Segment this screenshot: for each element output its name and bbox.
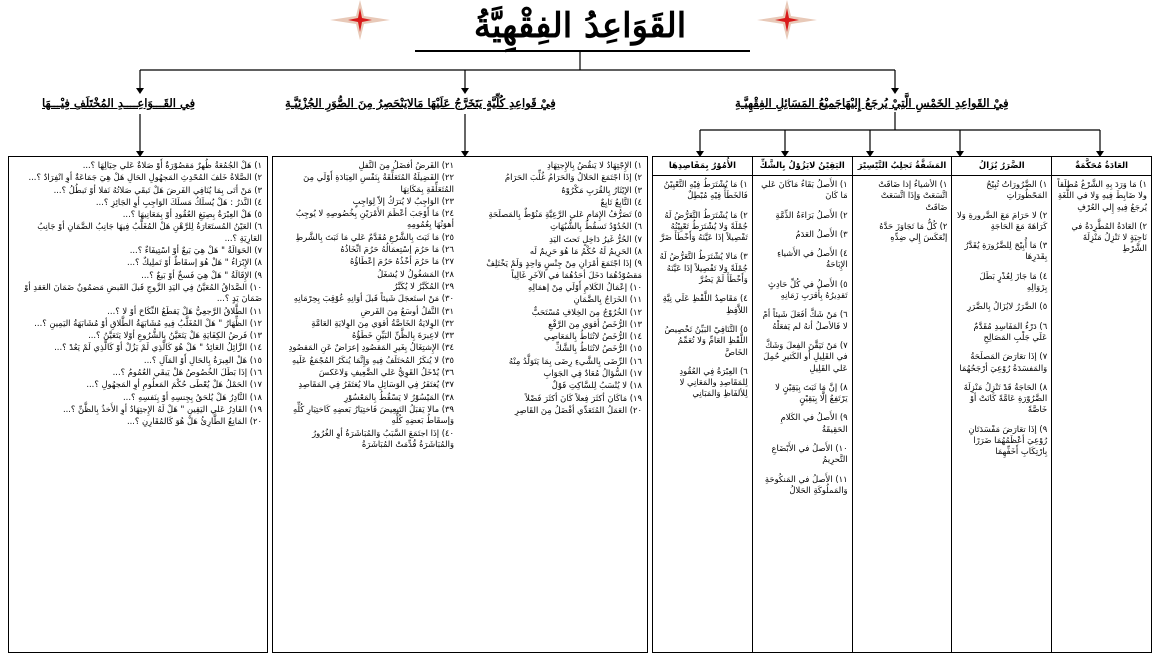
list-item: ٢) مَا يُشْتَرَطُ التَّعَرُّضُ لَهُ جُمْلَةً وَلا يُشْتَرَطُ تَعْيِيْنُهُ تَفْصِيلاً إذَا عَيَّنَهُ وَأَخْطَأَ ضَرَّ <box>660 209 748 243</box>
list-item: ١٣) فَرضُ الكِفَايَةِ هَلْ يَتَعَيَّنُ بِالشُّرُوعِ أوْلا يَتَعَيَّنُ ؟... <box>88 330 262 341</box>
list-item: ٢٠) المَانِعُ الطَّارِئُ هَلْ هُوَ كَالمُقَارِنِ ؟... <box>126 416 262 427</box>
disputed-rules-box <box>8 156 268 653</box>
section-head-disputed-rules: فِي القَـــوَاعِــــدِ المُخْتَلَفِ فِيْـــهَا <box>42 96 196 110</box>
list-item: ٨) إنَّ مَا ثَبَتَ بِيَقِيْنٍ لا يَرْتَفِعُ إلَّا بِيَقِيْنٍ <box>775 381 848 404</box>
list-item: ٢) الصَّلاةُ خَلفَ المُحْدِثِ المَجهُولِ الحَالِ هَلْ هِيَ جَمَاعَةٌ أوِ انْفِرَادٌ ؟... <box>28 172 262 183</box>
rule-items <box>952 176 1051 469</box>
list-item: ٣٨) المَيْسُوْرُ لا يَسْقُطُ بِالمَعْسُوْرِ <box>344 391 454 402</box>
list-item: ٧) مَنْ تَيَقَّنَ الفِعلَ وَشَكَّ في القَلِيلِ أَو الكَثيرِ حُمِلَ عَلي القَلِيلِ <box>763 339 848 373</box>
rule-heading: المَشَقَّةُ تَجلِبُ التَّيْسِيْرَ <box>853 157 952 176</box>
rule-column <box>1051 157 1151 652</box>
rule-heading: الأُمُوْرُ بِمَقَاصِدِهَا <box>653 157 752 176</box>
list-item: ١٠) الصَّدَاقُ المُعَيَّنُ فِي اليَدِ الزَّوجِ قَبلَ القَبضِ مَضمُونٌ ضَمَانَ العَقدِ أوْ ضَمَانَ يَدٍ ؟... <box>24 281 262 304</box>
list-item: ٣٣) لاعِبرَةَ بِالظَّنِّ البَيِّنِ خَطَؤُهُ <box>352 330 454 341</box>
list-item: ١٥) هَلْ العِبرَةُ بِالحَالِ أَوْ المَآلِ ؟... <box>143 354 262 365</box>
rule-heading: العَادَةُ مُحَكَّمَةٌ <box>1052 157 1151 176</box>
rule-column <box>951 157 1051 652</box>
list-item: ١) الإِجْتِهَادُ لا يَنقُضُ بِالإِجتِهَادِ <box>546 160 642 170</box>
general-rules-col-2 <box>273 157 459 454</box>
list-item: ١١) الخَرَاجُ بِالضَّمَانِ <box>573 294 642 305</box>
list-item: ٣٤) الإِشتِغَالُ بِغَيرِ المَقصُودِ إعرَاضٌ عَنِ المَقصُودِ <box>288 342 454 353</box>
list-item: ١١) الأَصلُ في المَنكُوحَةِ وَالمَملُوكَةِ الحَلالُ <box>764 473 848 495</box>
list-item: ٣٩) مالا يَقبَلُ التَبعِيضَ فَاختِيَارُ بَعضِهِ كَاختِيَارِ كُلِّهِ وَإسقَاطُ بَعضِهِ كُلِّهِ <box>292 403 454 426</box>
list-item: ٤٠) إذَا اجتَمَعَ السَّبَبُ وَالمُبَاشَرَةُ أوِ الغُرُورُ وَالمُبَاشَرَةُ قُدِّمَتْ المُبَاشَرَةُ <box>312 427 454 449</box>
list-item: ١٢) الخُرُوْجُ مِنَ الخِلافِ مُسْتَحَبٌّ <box>531 306 642 317</box>
rule-column <box>852 157 952 652</box>
list-item: ١) مَا يُشْتَرَطُ فِيْهِ التَّعْيِيْنُ فَالخَطَأُ فِيْهِ مُبْطِلٌ <box>663 179 748 201</box>
list-item: ١٦) إذَا بَطَلَ الخُصُوصُ هَلْ يَبقَي العُمُومُ ؟... <box>112 367 262 378</box>
list-item: ٢) الأَصلُ بَرَاءَةُ الذِّمَّةِ <box>775 209 848 220</box>
section-head-five-rules: فِيْ القَواعِدِ الخَمْسِ الَّتِيْ يُرجَعُ إِليْهَاجَميْعُ المَسَائِلِ الفِقْهِيَّـةِ <box>735 96 1009 110</box>
list-item: ٧) إذَا تعَارَضَ المَصلَحَةُ وَالمَفسَدَةُ رُوْعِيَ أرْجَحُهُمَا <box>959 351 1048 373</box>
rule-heading: اليَقِيْنُ لايَزُوْلُ بِالشَّكِّ <box>753 157 852 176</box>
list-item: ٨) الإِبْرَاءُ " هَلْ هُوَ إسقَاطٌ أوْ تَملِيكٌ ؟... <box>127 257 262 268</box>
list-item: ٧) الحُرُّ غَيرُ دَاخِلٍ تَحتَ اليَدِ <box>549 233 642 244</box>
rule-column <box>752 157 852 652</box>
list-item: ٢) كُلُّ مَا تَجَاوَزَ حَدَّهُ إنْعَكَسَ إِلي ضِدِّهِ <box>879 220 948 243</box>
section-head-general-rules: فِيْ قَواعِدِ كُلِّيَّةٍ يَتَخَرَّجُ عَلَيْهَا مَالايَنْحَصِرُ مِنَ الصُّوَرِ الجُزْئِيَّـةِ <box>285 96 556 110</box>
list-item: ١) الأشياءُ إذا ضَاقَتْ اتَّسَعَتْ وَإذَا اتَّسَعَتْ ضَاقَتْ <box>878 179 948 212</box>
rule-items <box>653 176 752 411</box>
list-item: ٦) العَيْنُ المُستَعَارَةُ لِلرَّهْنِ هَلْ المُغَلَّبُ فِيهَا جَانِبُ الضَّمَانِ أوْ جَانِبُ العَارِيَةِ ؟... <box>37 221 262 243</box>
list-item: ٢٤) مَا أَوْجَبَ أعْظَمَ الأَمْرَيْنِ بِخُصُوصِهِ لا يُوجِبُ أهوَنُهَا بِعُمُومِهِ <box>295 208 454 230</box>
list-item: ٣٥) لا يُنكَرُ المُختَلَفُ فِيهِ وَإِنَّمَا يُنكَرُ المُجْمَعُ عَلَيهِ <box>292 354 454 365</box>
list-item: ١٨) لا يُنْسَبُ لِلسَّاكِتِ قَوْلٌ <box>551 380 642 391</box>
list-item: ٢١) الفَرضُ أفضَلُ مِنَ النَّفلِ <box>358 160 454 170</box>
list-item: ١) الضَّرُورَاتُ تُبِيْحُ المَحْظُورَاتِ <box>986 179 1048 201</box>
list-item: ١) مَا وَرَدَ بِهِ الشَّرْعُ مُطلَقاً ولا ضَابِطَ فِيهِ وَلا في اللُّغَةِ يُرجَعُ فِيهِ إِلي العُرْفِ <box>1057 179 1147 212</box>
list-item: ١٤) الرُّخَصُ لاتُنَاطُ بِالمَعَاصِي <box>543 331 642 342</box>
list-item: ١٠) إعْمَالُ الكَلامِ أَوْلَي مِنْ إهمَالِهِ <box>527 281 642 292</box>
list-item: ٨) الحَاجَةُ قَدْ تَنْزِلُ مَنْزِلَةَ الضَّرُوْرَةِ عَامَّةً كَانَتْ أوْ خَاصَّةً <box>963 381 1048 415</box>
rule-heading: الضَّرَرُ يُزَالُ <box>952 157 1051 176</box>
list-item: ٩) الأَصلُ في الكَلامِ الحَقِيقَةُ <box>780 412 848 434</box>
list-item: ٤) التَّابِعُ تَابِعٌ <box>600 196 642 207</box>
list-item: ١٣) الرُّخَصُ أقوَي مِنَ الرَّفْعِ <box>548 318 642 329</box>
list-item: ٤) مَا جَازَ لِعُذْرٍ بَطَلَ بِزَوَالِهِ <box>979 270 1048 293</box>
list-item: ٢٠) العَمَلُ المُتَعَدِّي أفْضَلُ مِنَ القَاصِرِ <box>514 404 642 415</box>
general-rules-col-1 <box>461 157 647 420</box>
list-item: ٥) الأَصلُ في كُلِّ حَادِثٍ تَقدِيرُهُ بِأَقرَبِ زَمَانِهِ <box>767 278 848 301</box>
list-item: ٥) التَّنَافِيْ البَيِّنُ تَخْصِيصُ اللَّفْظِ العَامِّ وَلا تُعَمِّمُ الخَاصَّ <box>664 323 748 357</box>
rule-items <box>853 176 952 254</box>
rule-items <box>1052 176 1151 266</box>
list-item: ٧) الحَوَالَةُ " هَلْ هِيَ بَيعٌ أوْ اسْتِيفَاءٌ ؟... <box>129 245 262 256</box>
list-item: ١٨) النَّادِرُ هَلْ يُلحَقُ بِجِنسِهِ أوْ بِنَفسِهِ ؟... <box>123 391 262 402</box>
five-rules-table <box>652 156 1152 653</box>
list-item: ٩) الإِقَالَةُ " هَلْ هِيَ فَسخٌ أوْ بَيعٌ ؟... <box>141 269 262 280</box>
list-item: ٣) مَا أُبِيْحَ لِلضَّرُورَةِ يُقَدَّرُ بِقَدَرِهَا <box>964 240 1048 262</box>
list-item: ٥) تَصَرُّفُ الإِمَامِ عَلي الرَّعِيَّةِ مَنُوْطٌ بِالمَصلَحَةِ <box>488 209 642 220</box>
list-item: ٤) مَقَاصِدُ اللَّفْظِ عَلَي نِيَّةِ اللاَّفِظِ <box>662 293 748 315</box>
rule-column <box>653 157 752 652</box>
list-item: ٨) الحَرِيمُ لَهُ حُكْمُ مَا هُوَ حَرِيمٌ لَه <box>529 246 642 257</box>
list-item: ١٧) الحَمْلُ هَلْ يُعْطَى حُكْمَ المَعلُومِ أوِ المَجهُولِ ؟... <box>86 379 262 390</box>
list-item: ١٩) القَادِرُ عَلي اليَقِينِ " هَلْ لَهُ الإِجتِهَادُ أوِ الأَخذُ بِالظَّنِّ ؟... <box>62 403 262 414</box>
page-title: القَوَاعِدُ الفِقْهِيَّةُ <box>473 6 687 46</box>
list-item: ١٢) الظِّهَارُ " هَلْ المُغَلَّبُ فِيهِ مُشَابَهَةُ الطَّلاقِ أوْ مُشَابَهَةُ اليَمِينِ ؟... <box>34 317 262 328</box>
list-item: ٣٢) الوِلايَةُ الخَاصَّةُ أقوَي مِنَ الوِلايَةِ العَامَّةِ <box>311 317 454 328</box>
list-item: ٣) الإيْثَارُ بِالقُرَبِ مَكْرُوْهٌ <box>561 184 642 195</box>
list-item: ٥) هَلْ العِبْرَةُ بِصِيَغِ العُقُودِ أوْ بِمَعَانِيهَا ؟... <box>122 209 262 220</box>
list-item: ٦) مَنْ شَكَّ أفَعَلَ شَيئاً أمْ لا فَالأصلُ أنهُ لم يَفعَلْهُ <box>762 309 848 331</box>
list-item: ١) هَلْ الجُمُعَةُ ظُهرٌ مَقصُوْرَةٌ أَوْ صَلاةٌ عَلي حِيَالِهَا ؟... <box>82 160 262 170</box>
list-item: ٢٧) مَا حَرُمَ أخْذُهُ حَرُمَ إعْطَاؤُهُ <box>349 256 454 267</box>
list-item: ٣٧) يُغتَفَرُ فِي الوَسَائِلِ مالا يُغتَفَرُ فِي المَقَاصِدِ <box>298 379 454 390</box>
list-item: ٢) لا حَرَامَ مَعَ الضَّرورةِ وَلا كَرَاهَةَ مَعَ الحَاجَةِ <box>957 209 1048 231</box>
list-item: ٥) الضَّرَرُ لايُزَالُ بِالضَّرَرِ <box>967 301 1048 312</box>
list-item: ٣) مَالا يُشْتَرَطُ التَّعَرُّضُ لَهُ جُمْلَةً وَلا تَفْصِيلاً إذَا عَيَّنَهُ وَأَخْطَأَ لَمْ يَضُرَّ <box>659 251 748 285</box>
list-item: ٤) النَّذرُ : هَلْ يُسلَكُ مَسلَكَ الوَاجِبِ أوِ الجَائِزِ ؟... <box>95 196 262 207</box>
rule-items <box>753 176 852 507</box>
list-item: ١٤) الزَّائِلُ العَائِدُ " هَلْ هُوَ كَالَّذِي لَمْ يَزُلْ أوْ كَالَّذِي لَمْ يَعُدْ ؟... <box>54 342 262 353</box>
list-item: ٣) الأَصلُ العَدَمُ <box>795 228 848 239</box>
list-item: ٤) الأَصلُ في الأَشياءِ الإِبَاحَةُ <box>777 248 848 270</box>
list-item: ٦) الحُدُوْدُ تَسقُطُ بِالشُّبُهَاتِ <box>550 221 642 232</box>
list-item: ١٠) الأَصلُ في الأَبْضَاعِ التَّحرِيمُ <box>771 443 848 465</box>
disputed-rules-list <box>9 157 267 432</box>
list-item: ٢٢) الفَضِيلَةُ المُتَعَلِّقَةُ بِنَفْسِ العِبَادَةِ أَوْلَي مِنَ المُتَعَلِّقَةِ بِمَكَانِهَا <box>303 172 454 194</box>
list-item: ٢٦) مَا حَرُمَ إسْتِعمَالُهُ حَرُمَ اتِّخَاذُهُ <box>340 244 454 255</box>
list-item: ١٦) الرِّضَى بِالشَّيءِ رِضَى بِمَا يَتَوَلَّدُ مِنْهُ <box>508 355 642 366</box>
list-item: ٣١) النَّفلُ أوسَعُ مِنَ الفَرضِ <box>360 305 454 316</box>
list-item: ١) الأَصلُ بَقَاءُ مَاكَانَ عَلي مَا كَانَ <box>761 179 848 201</box>
list-item: ٢٥) مَا ثَبَتَ بِالشَّرْعِ مُقَدَّمٌ عَلي مَا ثَبَتَ بِالشَّرطِ <box>295 231 454 242</box>
list-item: ٩) إذَا اجْتَمَعَ أمْرَانِ مِنْ جِنْسٍ وَاحِدٍ وَلَمْ يَخْتَلِفْ مَقصُوْدُهُمَا دَخَلَ أحَدُهُمَا في الآخَرِ غَالِباً <box>486 258 642 280</box>
list-item: ١١) الطَّلاقُ الرَّجعِيُّ هَلْ يَقطَعُ النِّكَاحَ أوْ لا ؟... <box>107 305 262 316</box>
general-rules-box <box>272 156 648 653</box>
list-item: ٣٠) مَنْ استَعجَلَ شَيئاً قَبلَ أوَانِهِ عُوْقِبَ بِحِرْمَانِهِ <box>293 293 454 304</box>
list-item: ١٩) مَاكَانَ أكثَرَ فِعلاً كَانَ أكثَرَ فَضْلاً <box>525 392 642 403</box>
list-item: ٢) العَادَةُ المُطَّرِدَةُ في نَاحِيَةٍ لا تَنْزِلُ مَنْزِلَةَ الشَّرْطِ <box>1071 220 1147 254</box>
list-item: ٢) إذَا اجْتَمَعَ الحَلالُ وَالحَرَامُ غُلِّبَ الحَرَامُ <box>504 172 642 183</box>
list-item: ١٧) السُّؤالُ مُعَادٌ فِي الجَوَابِ <box>543 368 642 379</box>
list-item: ٩) إذَا تعَارَضَ مَفْسَدَتَانِ رُوْعِيَ أعْظَمُهُمَا ضَرَرًا بِارْتِكَابِ أَخَفِّهِمَا <box>968 423 1048 457</box>
list-item: ٢٣) الوَاجِبُ لا يُترَكُ إلاّ لِوَاجِبٍ <box>352 195 454 206</box>
list-item: ٦) دَرْءُ المَفَاسِدِ مُقَدَّمٌ عَلَي جَلْبِ المَصَالِحِ <box>973 320 1048 342</box>
list-item: ١٥) الرُّخَصُ لاتُنَاطُ بِالشَّكِّ <box>554 343 642 354</box>
list-item: ٣) مَنْ أتَى بِمَا يُنَافِي الفَرضَ هَلْ تَبقَي صَلاتُهُ نَفلا أوْ تَبطُلُ ؟... <box>53 184 262 195</box>
list-item: ٦) العِبْرَةُ فِي العُقُودِ لِلمَقَاصِدِ والمَعَانِي لا لِلألفَاظِ وَالمَبَانِي <box>679 365 748 399</box>
list-item: ٢٩) المُكَبَّرُ لا يُكَبَّرُ <box>393 280 454 291</box>
list-item: ٣٦) يُدْخَلُ القَوِيُّ عَلي الضَّعِيفِ وَلاعَكسَ <box>318 367 454 378</box>
list-item: ٢٨) المَشغُولُ لا يُشغَلُ <box>377 268 454 279</box>
